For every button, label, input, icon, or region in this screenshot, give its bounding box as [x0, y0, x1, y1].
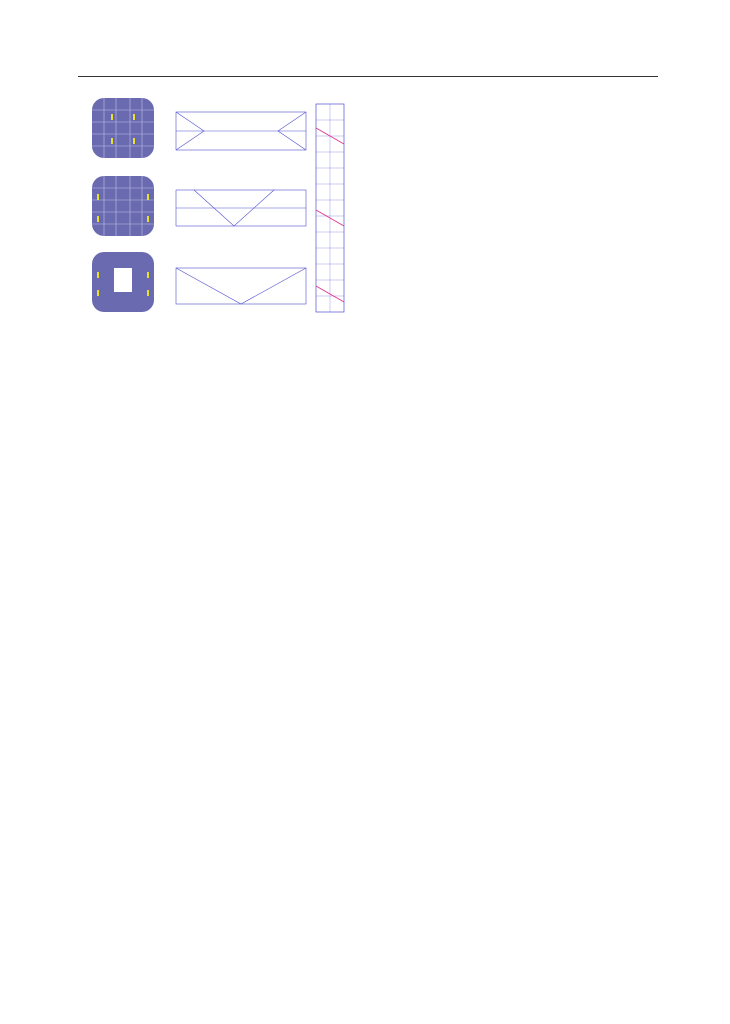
- floor-plan-28: [92, 176, 154, 236]
- floor-plan-44: [92, 98, 154, 158]
- figures-14-16: [80, 590, 670, 720]
- elevation-view: [316, 104, 344, 312]
- figure-13: [84, 90, 360, 320]
- figure-17: [80, 770, 670, 900]
- elevation-bands: [176, 112, 306, 304]
- floor-plan-12: [92, 252, 154, 312]
- header-rule: [78, 76, 658, 77]
- figure-13-svg: [84, 90, 360, 320]
